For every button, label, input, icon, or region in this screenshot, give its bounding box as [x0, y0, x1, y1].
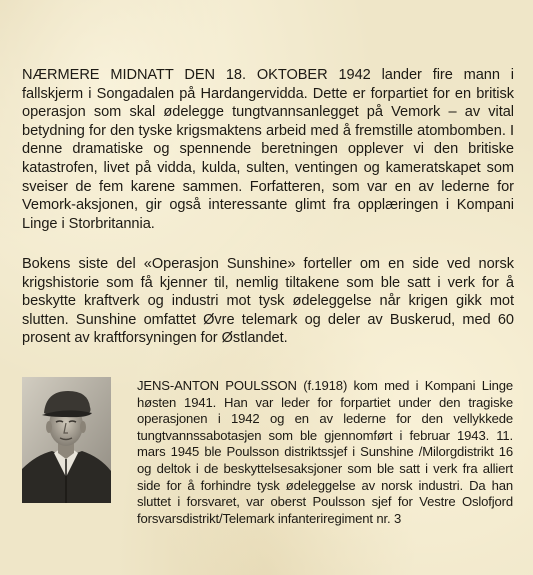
- author-portrait-image: [22, 377, 111, 503]
- author-photo: [22, 377, 111, 503]
- author-bio-text: (f.1918) kom med i Kompani Linge høsten 1941. Han var leder for forpartiet under den tragiske operasjonen i 1942 og en av lederne for den vellykkede tungtvannssabotasjen som ble gjennomført i februar 1943. 11. mars 1945 ble Poulsson distriktssjef i Sunshine /Milorgdistrikt 16 og deltok i de beskyttelsesaksjoner som ble satt i verk fra alliert side for å forhindre tysk ødeleggelse av norsk industri. Da han sluttet i forsvaret, var oberst Poulsson sjef for Vestre Oslofjord forsvarsdistrikt/Telemark infanteriregiment nr. 3: [137, 378, 513, 526]
- author-bio: [137, 378, 513, 527]
- intro-paragraph-1: NÆRMERE MIDNATT DEN 18. OKTOBER 1942 lander fire mann i fallskjerm i Songadalen på Hardangervidda. Dette er forpartiet for en britisk operasjon som skal ødelegge tungtvannsanlegget på Vemork – av vital betydning for den tyske krigsmaktens arbeid med å fremstille atombomben. I denne dramatiske og spennende beretningen opplever vi den britiske katastrofen, livet på vidda, kulda, sulten, ventingen og kameratskapet som sveiser de fem karene sammen. Forfatteren, som var en av lederne for Vemork-aksjonen, gir også interessante glimt fra opplæringen i Kompani Linge i Storbritannia.: [22, 67, 514, 232]
- intro-paragraph-2: Bokens siste del «Operasjon Sunshine» forteller om en side ved norsk krigshistorie som få kjenner til, nemlig tiltakene som ble satt i verk for å beskytte kraftverk og industri mot tysk ødeleggelse når krigen gikk mot slutten. Sunshine omfattet Øvre telemark og deler av Buskerud, med 60 prosent av kraftforsyningen for Østlandet.: [22, 256, 514, 347]
- author-name: JENS-ANTON POULSSON: [137, 378, 297, 393]
